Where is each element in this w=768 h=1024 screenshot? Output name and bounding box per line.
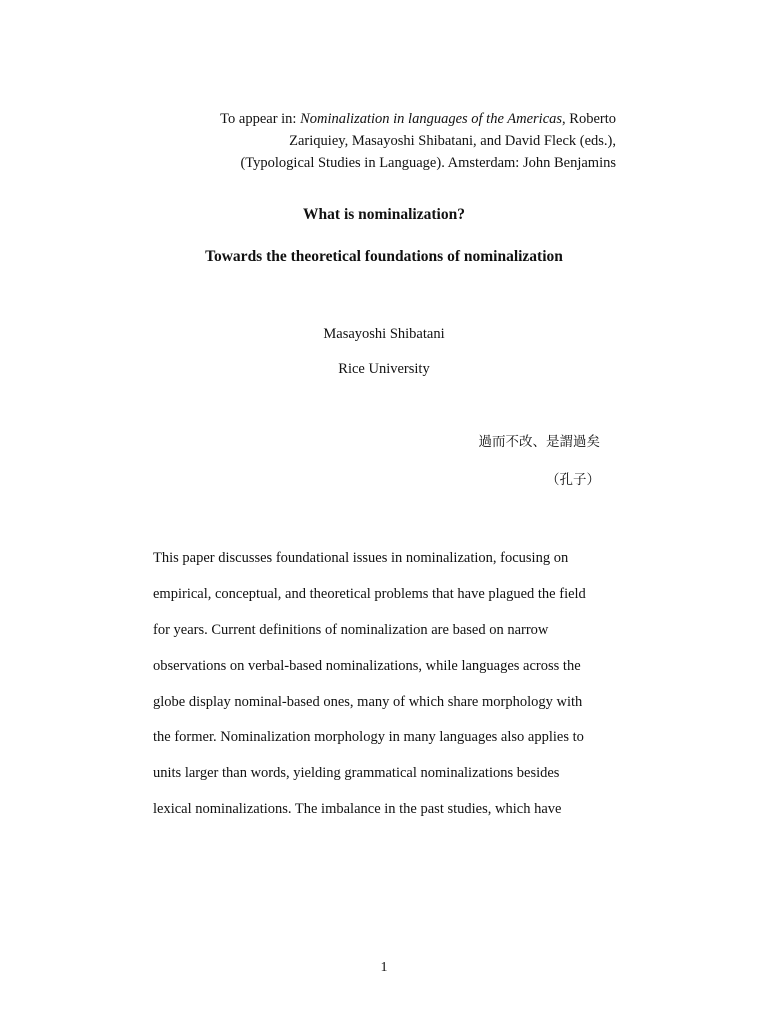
volume-title: Nominalization in languages of the Americas: [300, 111, 563, 127]
author-affiliation: Rice University: [338, 361, 430, 377]
abstract-line: lexical nominalizations. The imbalance in the past studies, which have: [153, 801, 562, 818]
paper-subtitle: Towards the theoretical foundations of nominalization: [205, 248, 563, 265]
epigraph: [479, 432, 601, 490]
abstract-paragraph: [153, 547, 613, 834]
publication-note-line-3: (Typological Studies in Language). Amsterdam: John Benjamins: [240, 155, 616, 171]
publication-note-line-1: To appear in: Nominalization in languages of the Americas, Roberto: [220, 111, 616, 127]
abstract-line: for years. Current definitions of nominalization are based on narrow: [153, 621, 549, 638]
publication-note: [146, 108, 616, 174]
epigraph-source: （孔子）: [546, 472, 600, 488]
abstract-line: observations on verbal-based nominalizations, while languages across the: [153, 657, 581, 674]
abstract-line: the former. Nominalization morphology in many languages also applies to: [153, 729, 584, 746]
epigraph-quote: 過而不改、是謂過矣: [478, 434, 600, 450]
abstract-line: globe display nominal-based ones, many of which share morphology with: [153, 693, 583, 710]
abstract-line: units larger than words, yielding grammatical nominalizations besides: [153, 765, 560, 782]
author-name: Masayoshi Shibatani: [323, 326, 445, 342]
page-number: 1: [380, 960, 388, 975]
publication-note-line-2: Zariquiey, Masayoshi Shibatani, and David Fleck (eds.),: [289, 133, 616, 149]
paper-title: What is nominalization?: [303, 206, 465, 223]
abstract-line: This paper discusses foundational issues in nominalization, focusing on: [153, 550, 569, 566]
abstract-line: empirical, conceptual, and theoretical problems that have plagued the field: [153, 585, 586, 602]
